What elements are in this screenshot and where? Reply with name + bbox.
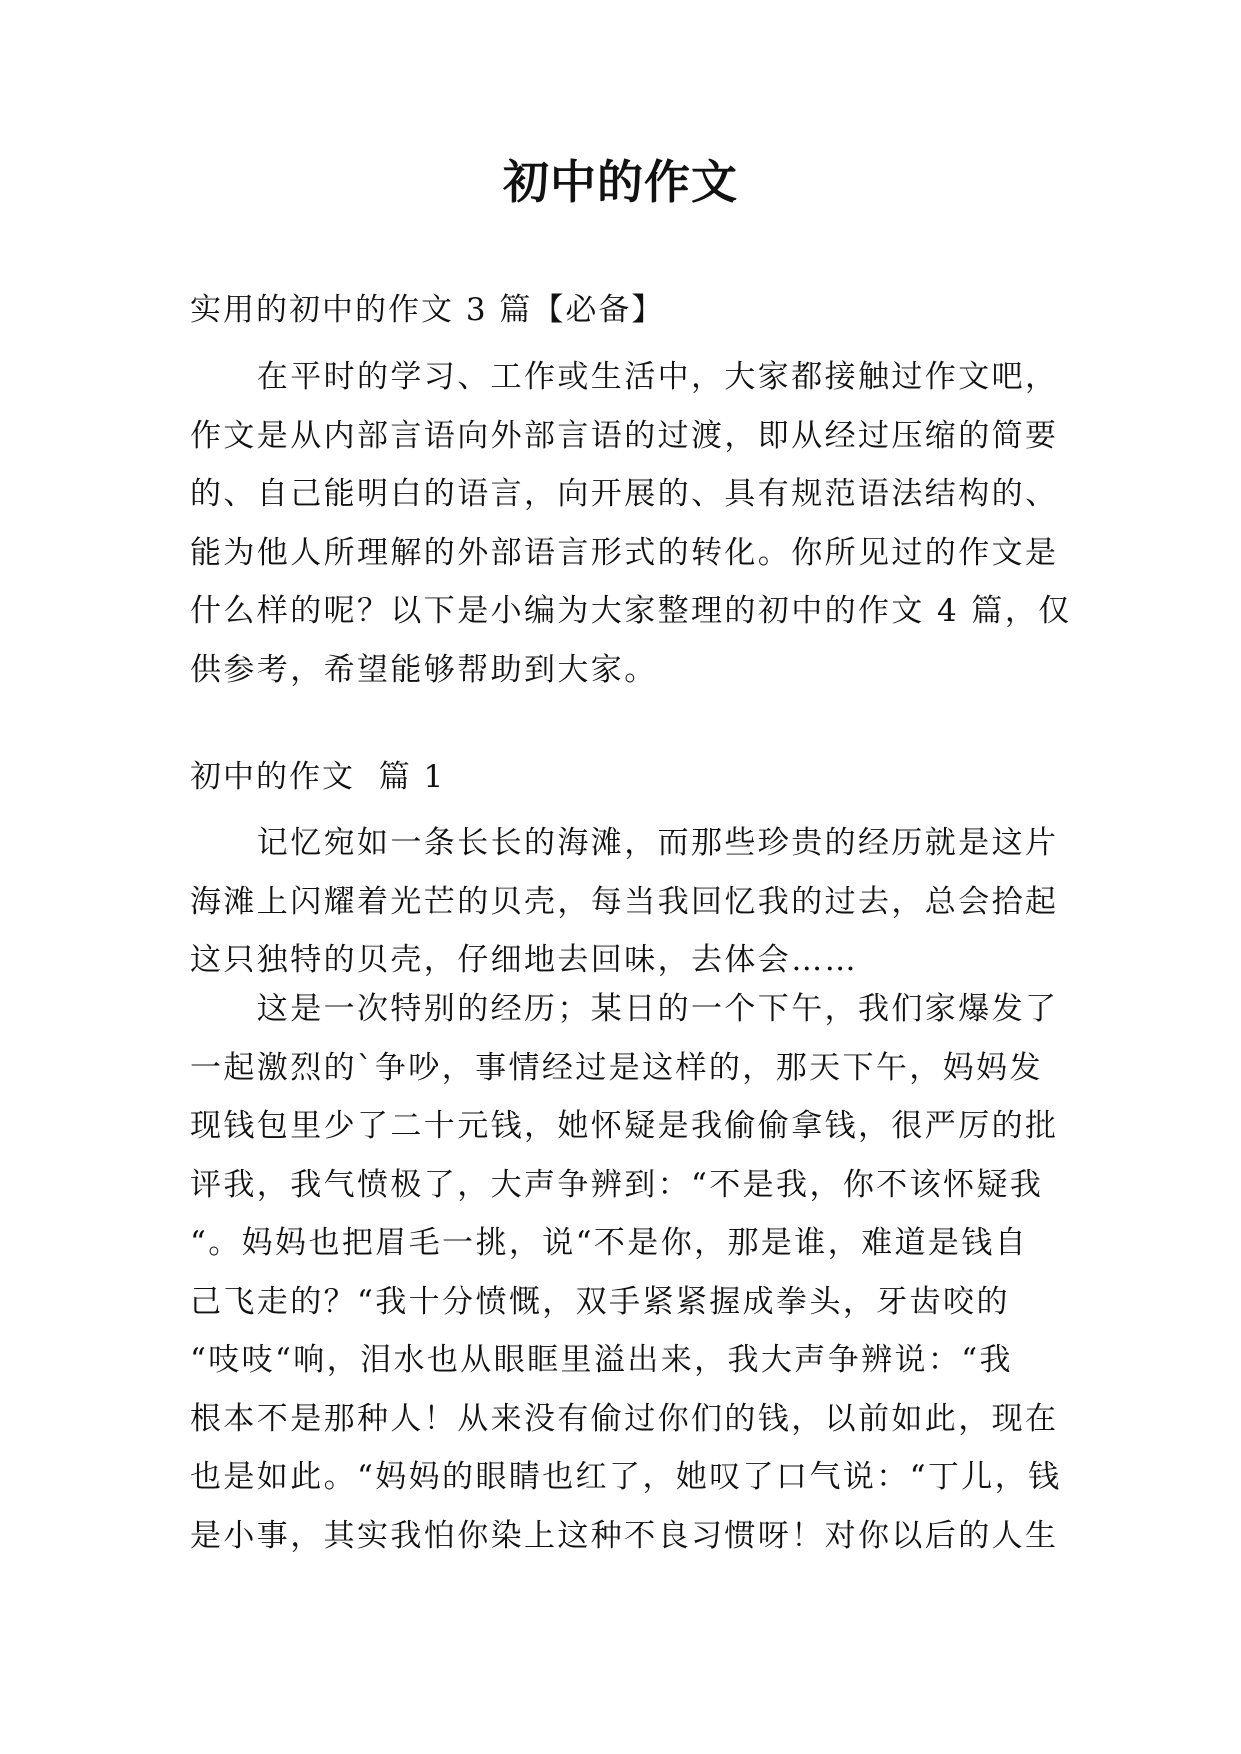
intro-line: 的、自己能明白的语言，向开展的、具有规范语法结构的、: [190, 476, 1059, 512]
essay-paragraph-1: [190, 814, 1070, 990]
document-title: 初中的作文: [503, 155, 738, 209]
paragraph-line: 是小事，其实我怕你染上这种不良习惯呀！对你以后的人生: [190, 1517, 1059, 1554]
paragraph-line: “。妈妈也把眉毛一挑，说“不是你，那是谁，难道是钱自: [190, 1225, 1029, 1261]
document-subtitle: 实用的初中的作文 3 篇【必备】: [190, 292, 665, 328]
intro-line: 在平时的学习、工作或生活中，大家都接触过作文吧，: [190, 359, 1059, 395]
paragraph-line: 也是如此。“妈妈的眼睛也红了，她叹了口气说：“丁儿，钱: [190, 1459, 1062, 1495]
paragraph-line: 这只独特的贝壳，仔细地去回味，去体会……: [190, 942, 858, 978]
intro-line: 供参考，希望能够帮助到大家。: [190, 651, 658, 688]
paragraph-line: 这是一次特别的经历；某日的一个下午，我们家爆发了: [190, 991, 1059, 1027]
paragraph-line: 记忆宛如一条长长的海滩，而那些珍贵的经历就是这片: [190, 825, 1059, 861]
paragraph-line: 现钱包里少了二十元钱，她怀疑是我偷偷拿钱，很严厉的批: [190, 1108, 1059, 1144]
intro-line: 作文是从内部言语向外部言语的过渡，即从经过压缩的简要: [190, 417, 1059, 454]
paragraph-line: 根本不是那种人！从来没有偷过你们的钱，以前如此，现在: [190, 1400, 1059, 1437]
paragraph-line: 评我，我气愤极了，大声争辨到：“不是我，你不该怀疑我: [190, 1166, 1044, 1203]
essay-paragraph-2: [190, 980, 1070, 1565]
section-heading: 初中的作文 篇 1: [190, 759, 446, 795]
intro-line: 什么样的呢？以下是小编为大家整理的初中的作文 4 篇，仅: [190, 593, 1072, 629]
intro-line: 能为他人所理解的外部语言形式的转化。你所见过的作文是: [190, 534, 1059, 571]
paragraph-line: 一起激烈的`争吵，事情经过是这样的，那天下午，妈妈发: [190, 1049, 1043, 1086]
intro-paragraph: [190, 348, 1070, 699]
paragraph-line: 己飞走的？“我十分愤慨，双手紧紧握成拳头，牙齿咬的: [190, 1283, 1010, 1320]
paragraph-line: “吱吱“响，泪水也从眼眶里溢出来，我大声争辨说：“我: [190, 1342, 1013, 1378]
paragraph-line: 海滩上闪耀着光芒的贝壳，每当我回忆我的过去，总会拾起: [190, 883, 1059, 920]
